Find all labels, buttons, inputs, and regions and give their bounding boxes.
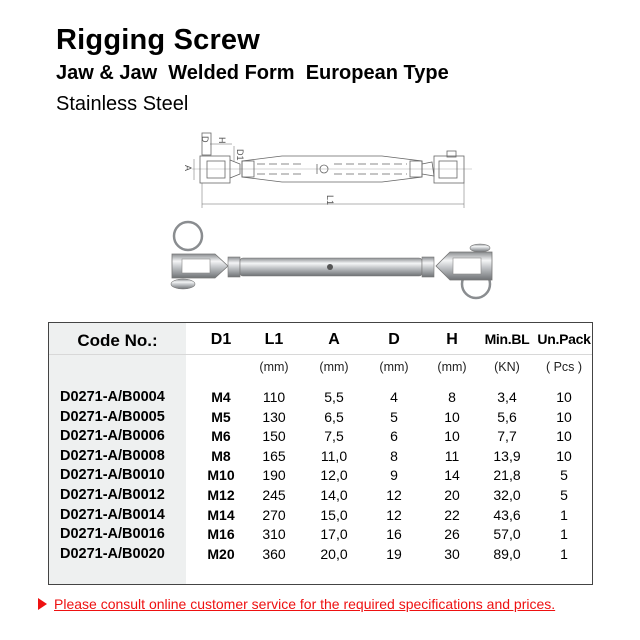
header-d1: D1 bbox=[210, 331, 232, 348]
table-row bbox=[49, 546, 592, 566]
cell-code: D0271-A/B0010 bbox=[60, 467, 165, 484]
table-row bbox=[49, 389, 592, 409]
cell-h: 11 bbox=[444, 447, 460, 464]
dim-label-d: D bbox=[200, 136, 210, 143]
cell-d: 12 bbox=[386, 487, 402, 503]
dim-label-a: A bbox=[183, 165, 193, 172]
table-row bbox=[49, 409, 592, 429]
unit-a: (mm) bbox=[319, 360, 349, 374]
cell-a: 17,0 bbox=[320, 526, 348, 543]
header-divider bbox=[49, 354, 592, 355]
cell-code: D0271-A/B0006 bbox=[60, 428, 165, 445]
cell-h: 10 bbox=[444, 408, 460, 425]
cell-minbl: 57,0 bbox=[493, 526, 521, 543]
cell-d: 19 bbox=[386, 545, 402, 562]
customer-service-link[interactable]: Please consult online customer service for the required specifications and prices. bbox=[54, 596, 556, 612]
cell-unpack: 10 bbox=[556, 447, 572, 464]
product-subtitle: Jaw & Jaw Welded Form European Type bbox=[56, 62, 449, 84]
cell-minbl: 89,0 bbox=[493, 545, 521, 562]
dim-label-l1: L1 bbox=[325, 195, 335, 206]
header-un-pack: Un.Pack bbox=[537, 331, 591, 347]
unit-min-bl: (KN) bbox=[494, 360, 520, 374]
cell-minbl: 7,7 bbox=[497, 428, 517, 445]
unit-l1: (mm) bbox=[259, 360, 289, 374]
header-l1: L1 bbox=[264, 331, 284, 348]
header-min-bl: Min.BL bbox=[484, 331, 530, 347]
cell-code: D0271-A/B0005 bbox=[60, 408, 165, 425]
cell-d: 16 bbox=[386, 526, 402, 543]
table-row bbox=[49, 526, 592, 546]
cell-d1: M4 bbox=[211, 389, 231, 405]
cell-unpack: 5 bbox=[560, 467, 568, 484]
cell-unpack: 1 bbox=[560, 506, 568, 523]
material-label: Stainless Steel bbox=[56, 93, 189, 115]
cell-minbl: 3,4 bbox=[497, 389, 517, 405]
footer-note bbox=[38, 596, 555, 612]
cell-a: 7,5 bbox=[324, 428, 344, 445]
cell-code: D0271-A/B0014 bbox=[60, 506, 165, 523]
cell-l1: 270 bbox=[262, 506, 286, 523]
cell-h: 30 bbox=[444, 545, 460, 562]
cell-code: D0271-A/B0016 bbox=[60, 526, 165, 543]
unit-h: (mm) bbox=[437, 360, 467, 374]
cell-d1: M16 bbox=[207, 526, 235, 543]
cell-d: 6 bbox=[390, 428, 398, 445]
cell-a: 15,0 bbox=[320, 506, 348, 523]
cell-h: 14 bbox=[444, 467, 460, 484]
cell-d1: M10 bbox=[207, 467, 235, 484]
cell-d: 9 bbox=[390, 467, 398, 484]
cell-d1: M6 bbox=[211, 428, 231, 445]
cell-minbl: 13,9 bbox=[493, 447, 521, 464]
cell-code: D0271-A/B0020 bbox=[60, 545, 165, 562]
cell-d1: M14 bbox=[207, 506, 235, 523]
cell-d1: M20 bbox=[207, 545, 235, 562]
cell-l1: 310 bbox=[262, 526, 286, 543]
page-title: Rigging Screw bbox=[56, 24, 261, 56]
cell-d1: M12 bbox=[207, 487, 235, 503]
cell-l1: 245 bbox=[262, 487, 286, 503]
cell-minbl: 32,0 bbox=[493, 487, 521, 503]
cell-h: 10 bbox=[444, 428, 460, 445]
table-row bbox=[49, 467, 592, 487]
table-row bbox=[49, 487, 592, 507]
unit-un-pack: ( Pcs ) bbox=[545, 360, 583, 374]
cell-unpack: 5 bbox=[560, 487, 568, 503]
cell-h: 26 bbox=[444, 526, 460, 543]
cell-a: 6,5 bbox=[324, 408, 344, 425]
cell-l1: 110 bbox=[262, 389, 286, 405]
table-row bbox=[49, 428, 592, 448]
cell-l1: 130 bbox=[262, 408, 286, 425]
cell-d1: M5 bbox=[211, 408, 231, 425]
dim-label-h: H bbox=[217, 137, 227, 144]
cell-minbl: 43,6 bbox=[493, 506, 521, 523]
cell-l1: 190 bbox=[262, 467, 286, 484]
cell-l1: 360 bbox=[262, 545, 286, 562]
cell-code: D0271-A/B0012 bbox=[60, 487, 165, 503]
cell-unpack: 1 bbox=[560, 526, 568, 543]
spec-table bbox=[48, 322, 593, 585]
cell-a: 12,0 bbox=[320, 467, 348, 484]
cell-h: 22 bbox=[444, 506, 460, 523]
product-photo bbox=[150, 214, 515, 306]
cell-unpack: 10 bbox=[556, 389, 572, 405]
cell-code: D0271-A/B0004 bbox=[60, 389, 165, 405]
cell-h: 8 bbox=[448, 389, 456, 405]
technical-drawing bbox=[172, 128, 492, 214]
cell-d1: M8 bbox=[211, 447, 231, 464]
cell-a: 20,0 bbox=[320, 545, 348, 562]
cell-h: 20 bbox=[444, 487, 460, 503]
cell-minbl: 5,6 bbox=[497, 408, 517, 425]
cell-unpack: 10 bbox=[556, 428, 572, 445]
cell-minbl: 21,8 bbox=[493, 467, 521, 484]
table-row bbox=[49, 507, 592, 527]
cell-unpack: 10 bbox=[556, 408, 572, 425]
unit-d: (mm) bbox=[379, 360, 409, 374]
cell-a: 5,5 bbox=[324, 389, 344, 405]
cell-d: 5 bbox=[390, 408, 398, 425]
cell-l1: 150 bbox=[262, 428, 286, 445]
cell-d: 4 bbox=[390, 389, 398, 405]
cell-code: D0271-A/B0008 bbox=[60, 447, 165, 464]
header-code: Code No.: bbox=[77, 331, 158, 350]
header-a: A bbox=[328, 331, 340, 348]
cell-d: 12 bbox=[386, 506, 402, 523]
dim-label-d1: D1 bbox=[235, 149, 245, 161]
cell-d: 8 bbox=[390, 447, 398, 464]
triangle-arrow-icon bbox=[38, 598, 47, 610]
cell-l1: 165 bbox=[262, 447, 286, 464]
cell-a: 14,0 bbox=[320, 487, 348, 503]
header-h: H bbox=[446, 331, 458, 348]
table-row bbox=[49, 448, 592, 468]
cell-a: 11,0 bbox=[320, 447, 348, 464]
cell-unpack: 1 bbox=[560, 545, 568, 562]
header-d: D bbox=[388, 331, 400, 348]
